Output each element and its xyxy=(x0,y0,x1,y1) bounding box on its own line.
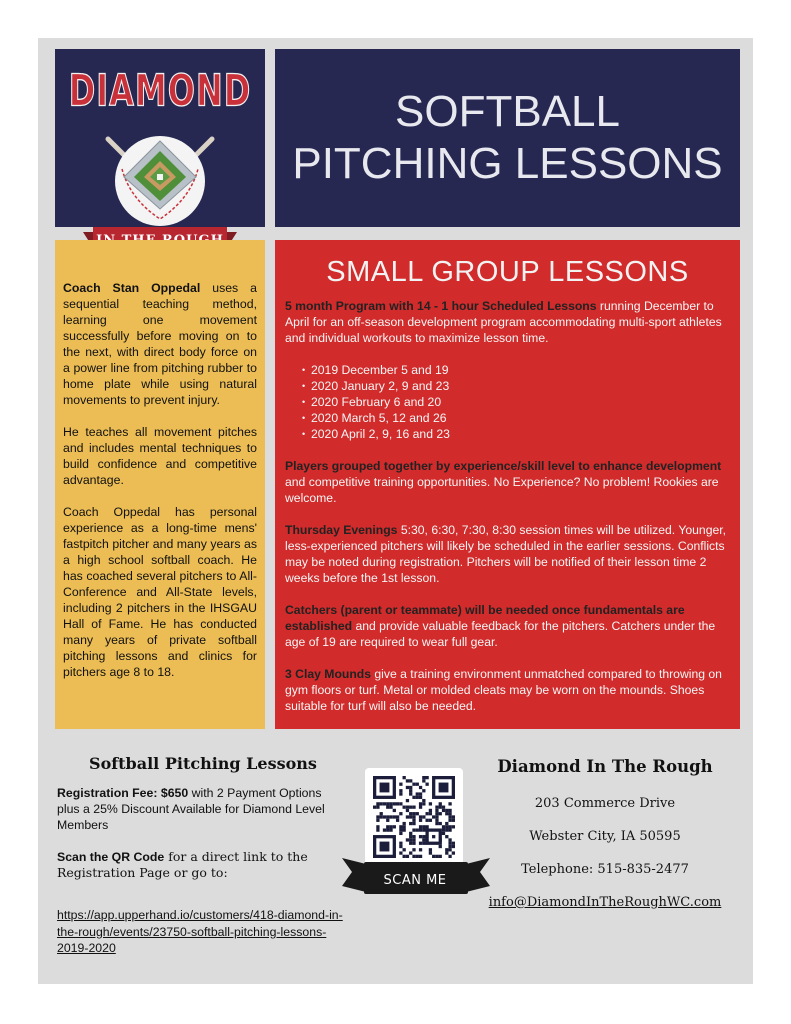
program-bold: 5 month Program with 14 - 1 hour Scheduled Lessons xyxy=(285,299,597,313)
title-line-1: SOFTBALL xyxy=(395,87,620,136)
scan-instructions-text: for a direct link to the Registration Page or go to: xyxy=(57,849,308,880)
players-bold: Players grouped together by experience/skill level to enhance development xyxy=(285,459,722,473)
registration-info xyxy=(57,785,337,881)
program-text: running December to April for an off-season development program accommodating multi-sport athletes and individual workouts to maximize lesson time. xyxy=(285,299,722,345)
company-address: 203 Commerce Drive xyxy=(534,796,676,811)
program-paragraph xyxy=(285,298,730,346)
company-phone: Telephone: 515-835-2477 xyxy=(521,862,689,877)
lessons-heading: SMALL GROUP LESSONS xyxy=(326,256,689,288)
registration-link[interactable]: https://app.upperhand.io/customers/418-diamond-in-the-rough/events/23750-softball-pitching-lessons-2019-2020 xyxy=(57,908,343,955)
players-text: and competitive training opportunities. No Experience? No problem! Rookies are welcome. xyxy=(285,475,719,505)
company-email-link[interactable]: info@DiamondInTheRoughWC.com xyxy=(488,895,722,910)
company-city: Webster City, IA 50595 xyxy=(529,829,681,844)
catchers-paragraph xyxy=(285,602,730,650)
coach-paragraph-1 xyxy=(63,280,257,408)
lessons-panel xyxy=(275,240,740,729)
title-banner xyxy=(275,49,740,227)
mounds-bold: 3 Clay Mounds xyxy=(285,667,372,681)
logo-title: DIAMOND xyxy=(68,65,252,117)
page-title xyxy=(292,86,722,190)
lesson-date-item: • 2020 January 2, 9 and 23 xyxy=(302,378,730,394)
lesson-date-item: • 2020 February 6 and 20 xyxy=(302,394,730,410)
catchers-text: and provide valuable feedback for the pitchers. Catchers under the age of 19 are required to wear full gear. xyxy=(285,619,716,649)
registration-fee-bold: Registration Fee: $650 xyxy=(57,786,189,800)
registration-title: Softball Pitching Lessons xyxy=(89,754,317,773)
lesson-dates-list xyxy=(302,362,730,442)
company-name: Diamond In The Rough xyxy=(497,757,713,776)
registration-fee-text: with 2 Payment Options plus a 25% Discount Available for Diamond Level Members xyxy=(57,786,325,832)
lesson-date-item: • 2020 March 5, 12 and 26 xyxy=(302,410,730,426)
qr-code-icon[interactable] xyxy=(373,776,455,858)
coach-name: Coach Stan Oppedal xyxy=(63,281,201,295)
scan-me-label: SCAN ME xyxy=(383,873,447,888)
catchers-bold: Catchers (parent or teammate) will be needed once fundamentals are established xyxy=(285,603,685,633)
lesson-date-item: • 2020 April 2, 9, 16 and 23 xyxy=(302,426,730,442)
lesson-date-item: • 2019 December 5 and 19 xyxy=(302,362,730,378)
mounds-text: give a training environment unmatched compared to throwing on gym floors or turf. Metal or molded cleats may be worn on the mounds. Shoes suitable for turf will also be needed. xyxy=(285,667,722,713)
thursday-text: 5:30, 6:30, 7:30, 8:30 session times will be utilized. Younger, less-experienced pitchers will likely be scheduled in the earlier sessions. Conflicts may be noted during registration. Pitchers will be notified of their lesson time 2 weeks before the 1st lesson. xyxy=(285,523,727,585)
scan-instructions-bold: Scan the QR Code xyxy=(57,850,165,864)
coach-paragraph-1-text: uses a sequential teaching method, learning one movement successfully before moving on to the next, with direct body force on a power line from pitching rubber to home plate while using natural movements to prevent injury. xyxy=(63,281,257,407)
baseball-diamond-icon xyxy=(100,129,220,229)
thursday-paragraph xyxy=(285,522,730,586)
coach-panel xyxy=(55,240,265,729)
title-line-2: PITCHING LESSONS xyxy=(292,139,723,188)
scan-instructions xyxy=(57,849,337,881)
mounds-paragraph xyxy=(285,666,730,714)
coach-paragraph-3: Coach Oppedal has personal experience as a long-time mens' fastpitch pitcher and many years as a high school softball coach. He has coached several pitchers to All-Conference and All-State levels, including 2 pitchers in the IHSGAU Hall of Fame. He has conducted many years of private softball pitching lessons and clinics for pitchers age 8 to 18. xyxy=(63,505,257,679)
thursday-bold: Thursday Evenings xyxy=(285,523,398,537)
logo xyxy=(55,49,265,227)
coach-paragraph-2: He teaches all movement pitches and includes mental techniques to build confidence and competitive advantage. xyxy=(63,425,257,487)
players-paragraph xyxy=(285,458,730,506)
registration-fee xyxy=(57,785,337,833)
